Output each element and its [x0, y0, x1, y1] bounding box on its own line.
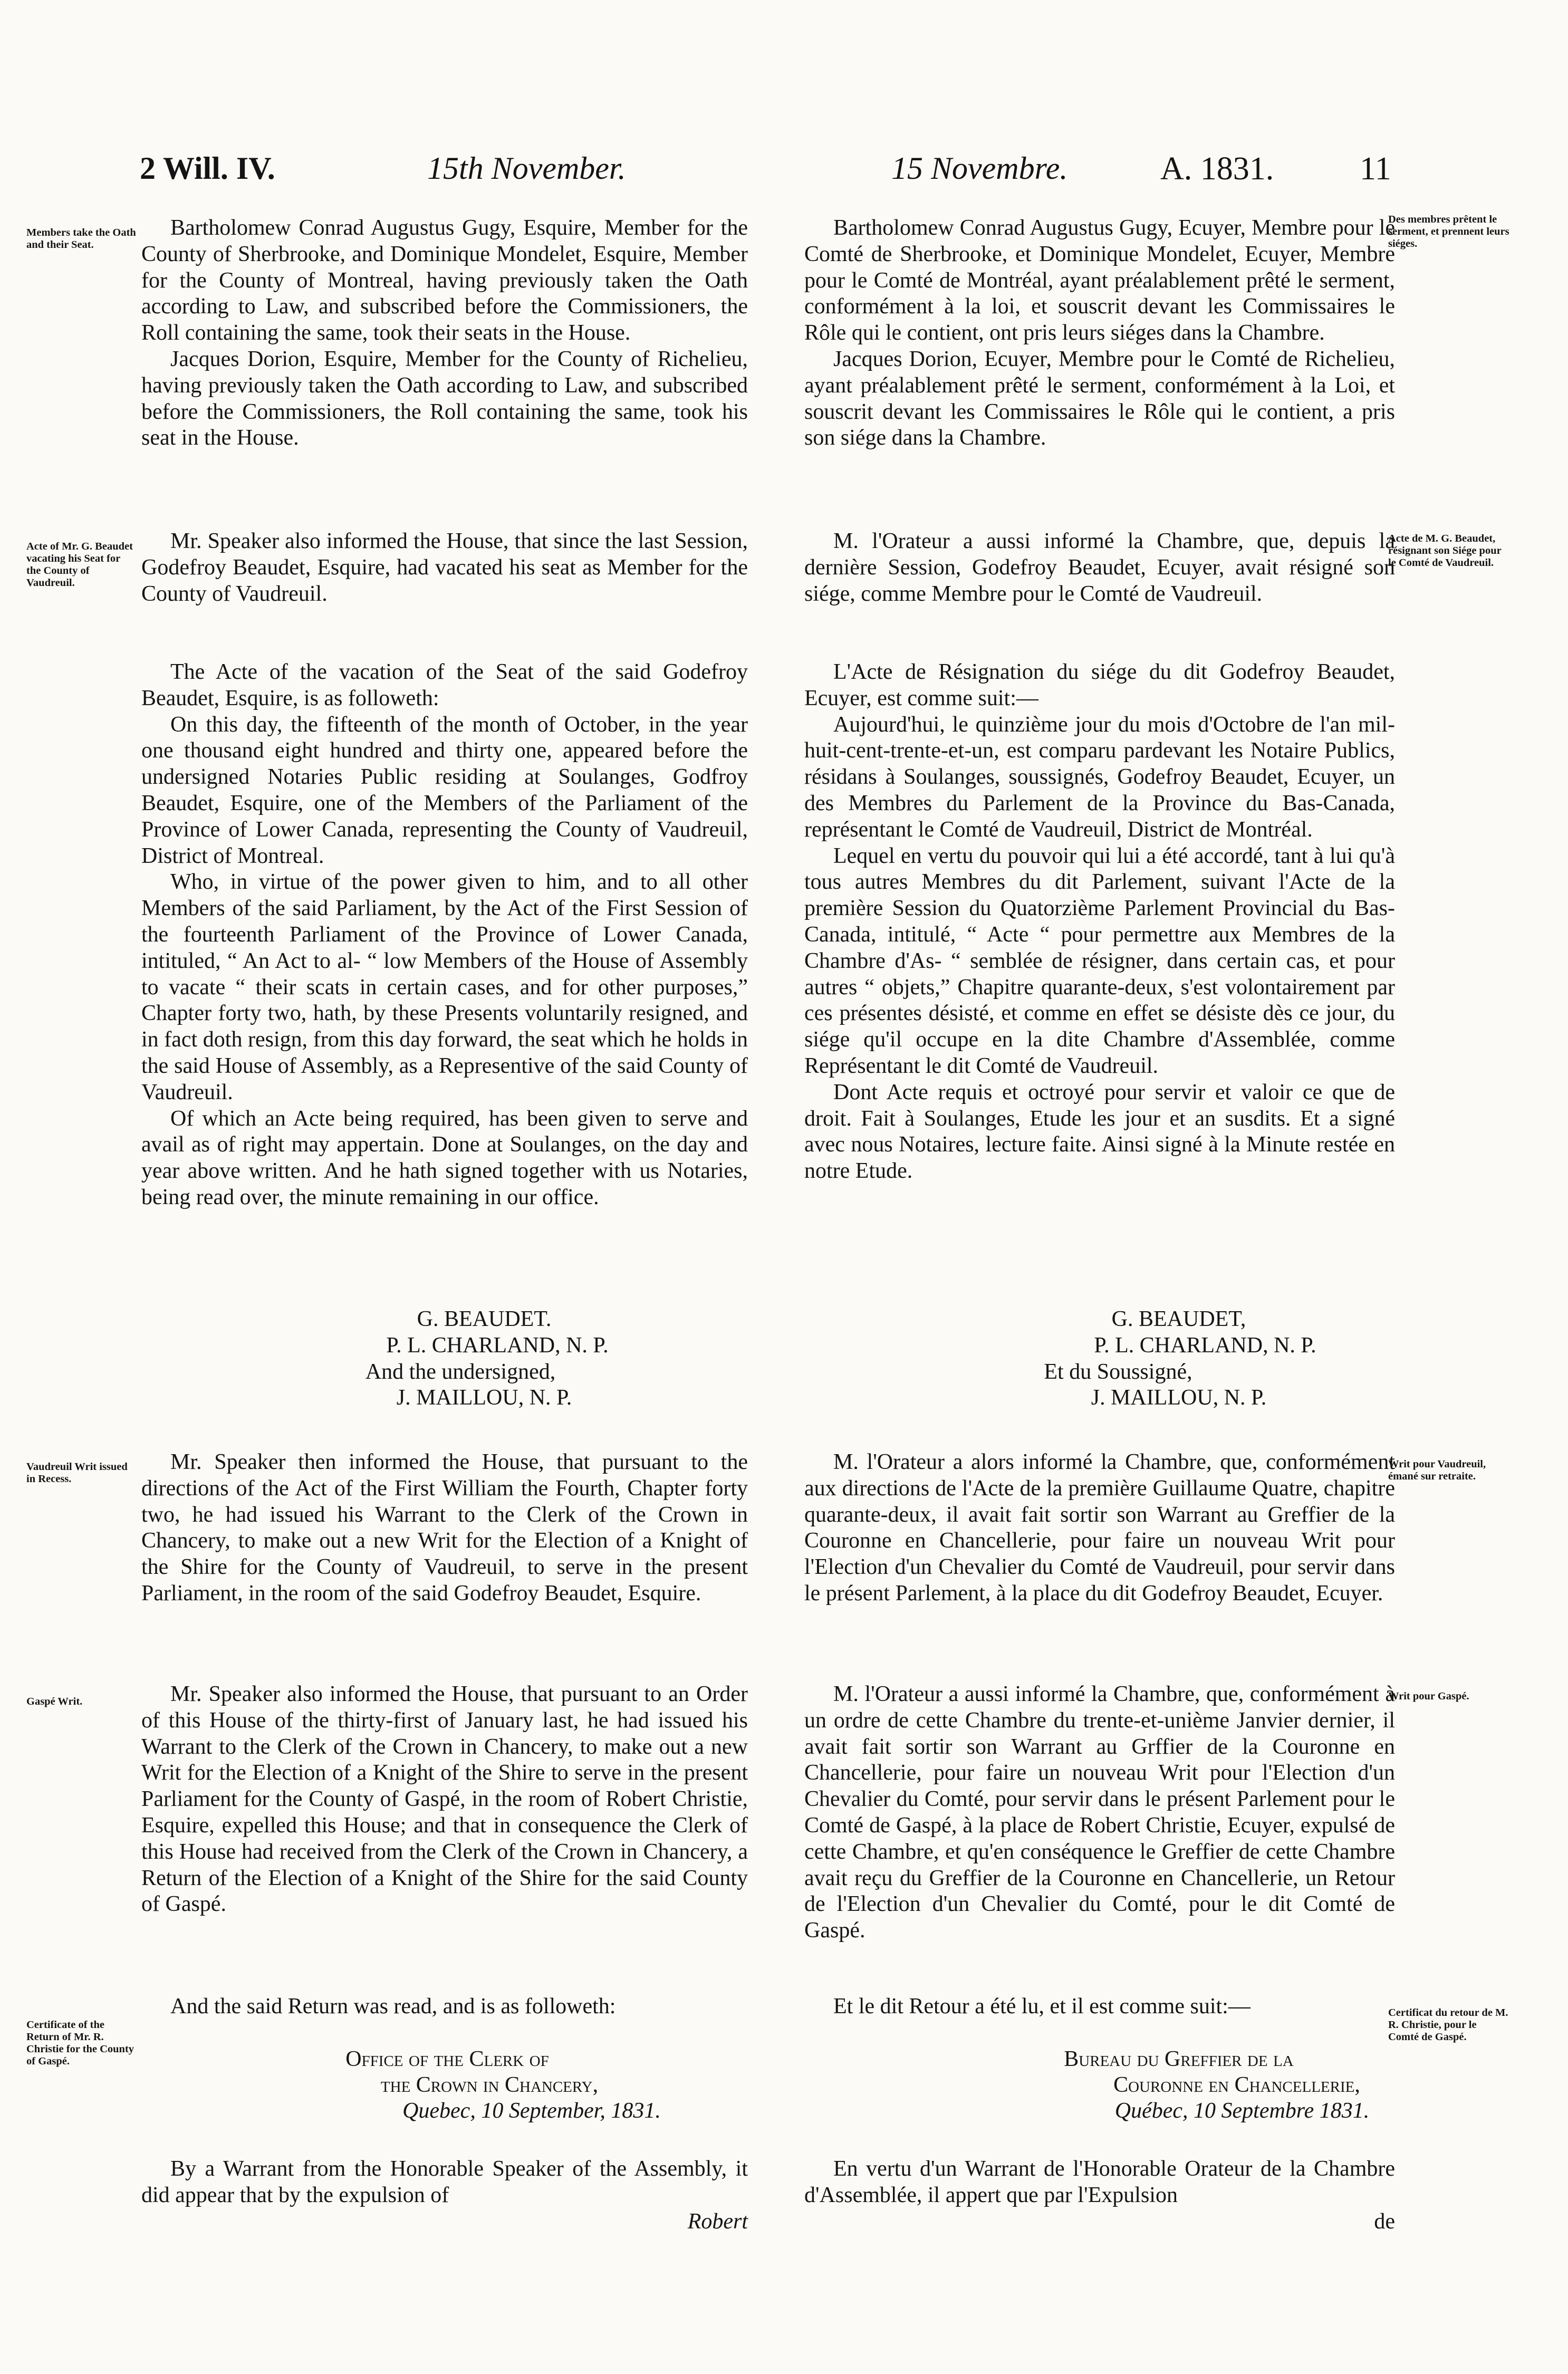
fr-signature-charland: P. L. CHARLAND, N. P. — [1094, 1333, 1316, 1358]
fr-paragraph-resigne: M. l'Orateur a aussi informé la Chambre, que, depuis la dernière Session, Godefroy Beaudet, Ecuyer, avait résigné son siége, comme Membre pour le Comté de Vaudreuil. — [804, 529, 1395, 606]
fr-paragraph-acte-intro: L'Acte de Résignation du siége du dit Godefroy Beaudet, Ecuyer, est comme suit:— — [804, 660, 1395, 710]
fr-catchword: de — [1374, 2209, 1395, 2234]
en-signatures — [141, 1306, 748, 1411]
year: A. 1831. — [1160, 151, 1274, 187]
fr-paragraph-retour-lu: Et le dit Retour a été lu, et il est comme suit:— — [833, 1994, 1250, 2019]
fr-office-heading — [804, 2046, 1395, 2124]
margin-note-members-oath: Members take the Oath and their Seat. — [26, 227, 136, 251]
fr-signature-maillou: J. MAILLOU, N. P. — [1091, 1386, 1267, 1410]
en-signature-beaudet: G. BEAUDET. — [417, 1307, 552, 1331]
fr-section-writ-vaudreuil — [804, 1449, 1395, 1607]
en-section-acte — [141, 659, 748, 1211]
en-office-line-2: the Crown in Chancery, — [380, 2073, 599, 2097]
en-office-heading — [141, 2046, 748, 2124]
fr-office-line-2: Couronne en Chancellerie, — [1113, 2073, 1360, 2097]
margin-note-vaudreuil-writ: Vaudreuil Writ issued in Recess. — [26, 1461, 128, 1485]
en-paragraph-acte-resign: Who, in virtue of the power given to him, and to all other Members of the said Parliament, by the Act of the First Session of the fourteenth Parliament of the Province of Lower Canada, intituled, “ An Act to al- “ low Members of the House of Assembly to vacate “ their scats in certain cases, and for other purposes,” Chapter forty two, hath, by these Presents voluntarily resigned, and in fact doth resign, from this day forward, the seat which he holds in the said House of Assembly, as a Representive of the said County of Vaudreuil. — [141, 870, 748, 1104]
fr-paragraph-acte-comparu: Aujourd'hui, le quinzième jour du mois d'Octobre de l'an mil-huit-cent-trente-et-un, est comparu pardevant les Notaire Publics, résidans à Soulanges, soussignés, Godefroy Beaudet, Ecuyer, un des Membres du Parlement de la Province du Bas-Canada, représentant le Comté de Vaudreuil, District de Montréal. — [804, 712, 1395, 842]
french-column — [804, 0, 1395, 2374]
en-paragraph-acte-intro: The Acte of the vacation of the Seat of the said Godefroy Beaudet, Esquire, is as followeth: — [141, 660, 748, 710]
margin-note-acte-beaudet: Acte de M. G. Beaudet, résignant son Siége pour le Comté de Vaudreuil. — [1388, 533, 1502, 569]
fr-section-writ-gaspe — [804, 1681, 1395, 1944]
en-undersigned: And the undersigned, — [365, 1359, 556, 1384]
en-office-line-1: Office of the Clerk of — [345, 2047, 549, 2071]
fr-paragraph-acte-fait: Dont Acte requis et octroyé pour servir et valoir ce que de droit. Fait à Soulanges, Etude les jour et an susdits. Et a signé avec nous Notaires, lecture faite. Ainsi signé à la Minute restée en notre Etude. — [804, 1080, 1395, 1184]
date-french: 15 Novembre. — [891, 151, 1068, 186]
regnal-year: 2 Will. IV. — [140, 151, 275, 186]
en-paragraph-vaudreuil-writ: Mr. Speaker then informed the House, that pursuant to the directions of the Act of the First William the Fourth, Chapter forty two, he had issued his Warrant to the Clerk of the Crown in Chancery, to make out a new Writ for the Election of a Knight of the Shire for the County of Vaudreuil, to serve in the present Parliament, in the room of the said Godefroy Beaudet, Esquire. — [141, 1450, 748, 1606]
en-section-oath — [141, 215, 748, 451]
en-paragraph-dorion: Jacques Dorion, Esquire, Member for the County of Richelieu, having previously taken the Oath according to Law, and subscribed before the Commissioners, the Roll containing the same, took his seat in the House. — [141, 347, 748, 450]
fr-office-line-1: Bureau du Greffier de la — [1064, 2047, 1294, 2071]
en-section-vaudreuil-writ — [141, 1449, 748, 1607]
date-english: 15th November. — [427, 151, 626, 186]
margin-note-beaudet-acte: Acte of Mr. G. Beaudet vacating his Seat for the County of Vaudreuil. — [26, 541, 133, 589]
en-paragraph-acte-done: Of which an Acte being required, has been given to serve and avail as of right may appertain. Done at Soulanges, on the day and year above written. And he hath signed together with us Notaries, being read over, the minute remaining in our office. — [141, 1106, 748, 1209]
fr-paragraph-acte-desiste: Lequel en vertu du pouvoir qui lui a été accordé, tant à lui qu'à tous autres Membres du dit Parlement, suivant l'Acte de la première Session du Quatorzième Parlement Provincial du Bas-Canada, intitulé, “ Acte “ pour permettre aux Membres de la Chambre d'As- “ semblée de résigner, dans certain cas, et pour autres “ objets,” Chapitre quarante-deux, s'est volontairement par ces présentes désisté, et comme en effet se désiste dès ce jour, du siége qu'il occupe en la dite Chambre d'Assemblée, comme Représentant le dit Comté de Vaudreuil. — [804, 843, 1395, 1078]
en-paragraph-return-read: And the said Return was read, and is as followeth: — [170, 1994, 616, 2019]
en-office-line-3: Quebec, 10 September, 1831. — [402, 2099, 661, 2123]
en-paragraph-vacated: Mr. Speaker also informed the House, that since the last Session, Godefroy Beaudet, Esquire, had vacated his seat as Member for the County of Vaudreuil. — [141, 529, 748, 606]
english-column — [141, 0, 748, 2374]
fr-section-retour — [804, 1994, 1395, 2020]
fr-signature-beaudet: G. BEAUDET, — [1111, 1307, 1246, 1331]
fr-section-serment — [804, 215, 1395, 451]
fr-paragraph-dorion: Jacques Dorion, Ecuyer, Membre pour le Comté de Richelieu, ayant préalablement prêté le serment, conformément à la Loi, et souscrit devant les Commissaires le Rôle qui le contient, a pris son siége dans la Chambre. — [804, 347, 1395, 450]
fr-office-line-3: Québec, 10 Septembre 1831. — [1114, 2099, 1370, 2123]
en-paragraph-warrant: By a Warrant from the Honorable Speaker of the Assembly, it did appear that by the expulsion of — [141, 2157, 748, 2207]
page-number: 11 — [1360, 151, 1391, 187]
en-section-gaspe-writ — [141, 1681, 748, 1918]
margin-note-membres-serment: Des membres prêtent le serment, et prennent leurs siéges. — [1388, 214, 1509, 249]
en-section-return — [141, 1994, 748, 2020]
en-signature-charland: P. L. CHARLAND, N. P. — [386, 1333, 609, 1358]
fr-paragraph-warrant: En vertu d'un Warrant de l'Honorable Orateur de la Chambre d'Assemblée, il appert que par l'Expulsion — [804, 2157, 1395, 2207]
en-paragraph-gugy-mondelet: Bartholomew Conrad Augustus Gugy, Esquire, Member for the County of Sherbrooke, and Dominique Mondelet, Esquire, Member for the County of Montreal, having previously taken the Oath according to Law, and subscribed before the Commissioners, the Roll containing the same, took their seats in the House. — [141, 216, 748, 345]
fr-soussigne: Et du Soussigné, — [1044, 1359, 1192, 1384]
fr-paragraph-writ-gaspe: M. l'Orateur a aussi informé la Chambre, que, conformément à un ordre de cette Chambre du trente-et-unième Janvier dernier, il avait fait sortir son Warrant au Grffier de la Couronne en Chancellerie, pour faire un nouveau Writ pour l'Election d'un Chevalier du Comté, pour servir dans le présent Parlement pour le Comté de Gaspé, à la place de Robert Christie, Ecuyer, expulsé de cette Chambre, et qu'en conséquence le Greffier de cette Chambre avait reçu du Greffier de la Couronne en Chancellerie, un Retour de l'Election d'un Chevalier du Comté, pour le dit Comté de Gaspé. — [804, 1682, 1395, 1943]
fr-section-resigne — [804, 528, 1395, 607]
margin-note-gaspe-writ: Gaspé Writ. — [26, 1696, 83, 1707]
margin-note-certificate: Certificate of the Return of Mr. R. Christie for the County of Gaspé. — [26, 2019, 134, 2067]
en-paragraph-gaspe-writ: Mr. Speaker also informed the House, that pursuant to an Order of this House of the thirty-first of January last, he had issued his Warrant to the Clerk of the Crown in Chancery, to make out a new Writ for the Election of a Knight of the Shire to serve in the present Parliament for the County of Gaspé, in the room of Robert Christie, Esquire, expelled this House; and that in consequence the Clerk of this House had received from the Clerk of the Crown in Chancery, a Return of the Election of a Knight of the Shire for the said County of Gaspé. — [141, 1682, 748, 1917]
fr-signatures — [804, 1306, 1395, 1411]
en-section-vacated — [141, 528, 748, 607]
fr-paragraph-writ-vaudreuil: M. l'Orateur a alors informé la Chambre, que, conformément aux directions de l'Acte de la première Guillaume Quatre, chapitre quarante-deux, il avait fait sortir son Warrant au Greffier de la Couronne en Chancellerie, pour faire un nouveau Writ pour l'Election d'un Chevalier du Comté de Vaudreuil, pour servir dans le présent Parlement, à la place du dit Godefroy Beaudet, Ecuyer. — [804, 1450, 1395, 1606]
en-paragraph-acte-appeared: On this day, the fifteenth of the month of October, in the year one thousand eight hundred and thirty one, appeared before the undersigned Notaries Public residing at Soulanges, Godfroy Beaudet, Esquire, one of the Members of the Parliament of the Province of Lower Canada, representing the County of Vaudreuil, District of Montreal. — [141, 712, 748, 868]
fr-section-warrant — [804, 2156, 1395, 2235]
margin-note-certificat: Certificat du retour de M. R. Christie, pour le Comté de Gaspé. — [1388, 2007, 1508, 2043]
fr-paragraph-gugy-mondelet: Bartholomew Conrad Augustus Gugy, Ecuyer, Membre pour le Comté de Sherbrooke, et Dominique Mondelet, Ecuyer, Membre pour le Comté de Montréal, ayant préalablement prêté le serment, conformément à la loi, et souscrit devant les Commissaires le Rôle qui le contient, ont pris leurs siéges dans la Chambre. — [804, 216, 1395, 345]
en-signature-maillou: J. MAILLOU, N. P. — [396, 1386, 572, 1410]
fr-section-acte — [804, 659, 1395, 1185]
en-section-warrant — [141, 2156, 748, 2235]
en-catchword: Robert — [687, 2209, 748, 2234]
margin-note-writ-vaudreuil: Writ pour Vaudreuil, émané sur retraite. — [1388, 1458, 1486, 1482]
margin-note-writ-gaspe: Writ pour Gaspé. — [1388, 1690, 1469, 1702]
